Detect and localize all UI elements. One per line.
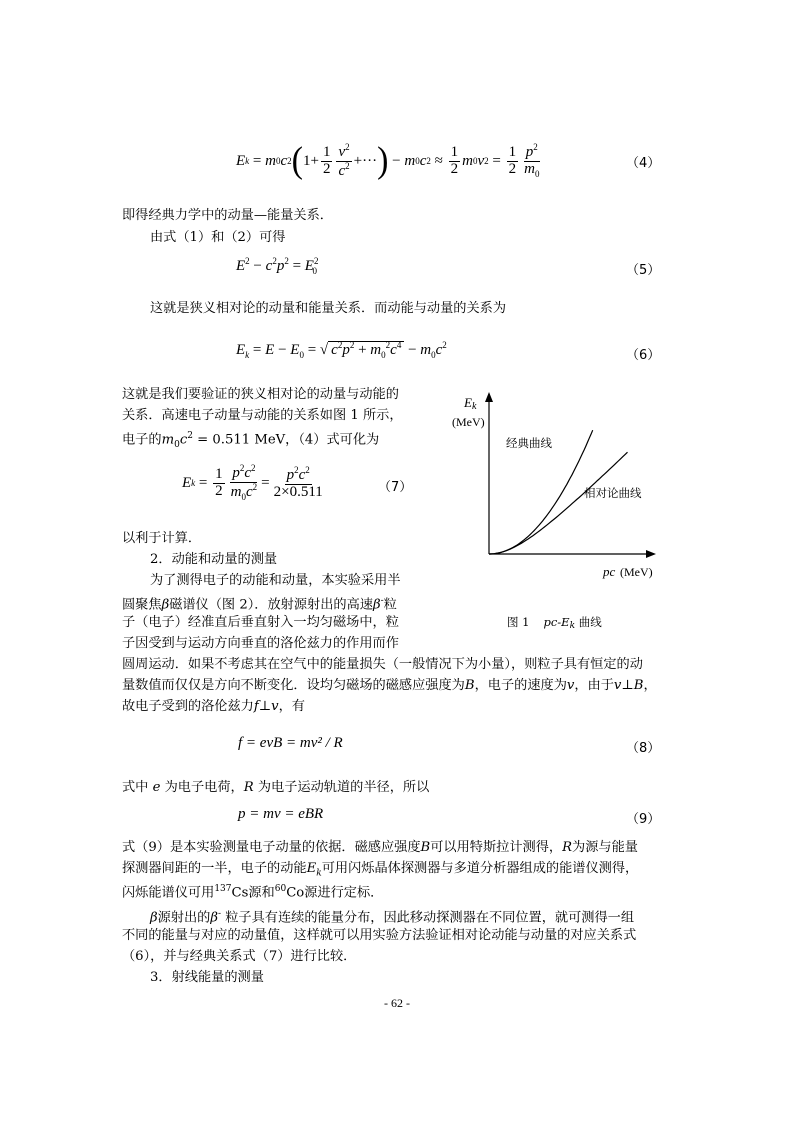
- para-2-line-6a: 量数值而仅仅是方向不断变化．设均匀磁场的磁感应强度为: [122, 678, 465, 693]
- para-2-line-7: 故电子受到的洛伦兹力f⊥v，有: [122, 699, 305, 714]
- para-2-line-6: 量数值而仅仅是方向不断变化．设均匀磁场的磁感应强度为B，电子的速度为v，由于v⊥B，: [122, 678, 657, 693]
- para-4-line-3: （6），并与经典关系式（7）进行比较．: [122, 949, 357, 964]
- para-3-line-2a: 探测器间距的一半，电子的动能: [122, 861, 307, 876]
- para-2-line-6b: ，电子的速度为: [474, 678, 567, 693]
- para-3-line-2b: 可用闪烁晶体探测器与多道分析器组成的能谱仪测得，: [321, 861, 639, 876]
- side-para-1-line-3a: 电子的: [122, 432, 162, 448]
- para-2-line-7a: 故电子受到的洛伦兹力: [122, 699, 254, 714]
- figure-1: [440, 386, 670, 636]
- para-3-line-3: 闪烁能谱仪可用$^{137}$Cs源和$^{60}$Co源进行定标．: [122, 884, 384, 901]
- side-para-2-line-2a: 圆聚焦: [122, 597, 162, 613]
- para-2-line-5: 圆周运动．如果不考虑其在空气中的能量损失（一般情况下为小量），则粒子具有恒定的动: [122, 657, 643, 672]
- equation-4: E k = m 0 c 2 ( 1+ $\frac{1}{2}$ $\frac{v^2}{c^2}$ +··· ) − m 0 c 2 ≈ $\frac{1}{2}$ m 0 v 2 = $\frac{1}{2}$ $\frac{p^2}{m_0}$: [236, 140, 540, 181]
- para-3-line-3a: 闪烁能谱仪可用: [122, 885, 215, 901]
- equation-8-number: （8）: [626, 741, 661, 756]
- eq8-desc-a: 式中: [122, 780, 153, 795]
- side-para-2-line-2: 圆聚焦β磁谱仪（图 2）．放射源射出的高速β-粒: [122, 596, 397, 613]
- side-para-1-line-2: 关系．高速电子动量与动能的关系如图 1 所示，: [122, 408, 403, 423]
- para-3-line-1: 式（9）是本实验测量电子动量的依据．磁感应强度B可以用特斯拉计测得，R为源与能量: [122, 840, 638, 855]
- equation-5-number: （5）: [626, 263, 661, 278]
- equation-9: p = mv = eBR: [238, 806, 324, 822]
- side-para-2-line-1: 为了测得电子的动能和动量，本实验采用半: [150, 573, 401, 588]
- page-number: - 62 -: [384, 996, 410, 1010]
- equation-7: E k = $\frac{1}{2}$ $\frac{p^2c^2}{m_0c^2}$ = $\frac{p^2c^2}{2\times 0.511}$: [182, 463, 323, 502]
- eq8-desc-b: 为电子电荷，: [160, 780, 244, 795]
- equation-6: $E_k = E - E_0$ = √ $c^2p^2 + m_0^2c^4 - m_0c^2$: [236, 340, 447, 360]
- relativistic-curve: [489, 452, 628, 554]
- eq8-description: 式中 e 为电子电荷，R 为电子运动轨道的半径，所以: [122, 780, 430, 795]
- para-3-line-3c: Co源进行定标．: [286, 885, 384, 901]
- relativistic-curve-label: 相对论曲线: [584, 486, 642, 500]
- para-4-line-1a: 源射出的: [157, 910, 211, 926]
- eq8-desc-c: 为电子运动轨道的半径，所以: [253, 780, 430, 795]
- y-axis-unit: (MeV): [452, 415, 485, 429]
- y-axis-label: Ek: [464, 395, 477, 412]
- para-2-line-6c: ，由于: [574, 678, 614, 693]
- para-3-line-1b: 可以用特斯拉计测得，: [430, 840, 563, 855]
- classical-curve-label: 经典曲线: [506, 436, 552, 450]
- side-para-1-line-3b: = 0.511 MeV，（4）式可化为: [192, 432, 380, 448]
- x-axis-unit: (MeV): [620, 565, 653, 579]
- equation-4-number: （4）: [626, 156, 661, 171]
- para-3-line-1c: 为源与能量: [572, 840, 638, 855]
- section-3-title: 3．射线能量的测量: [150, 970, 264, 985]
- text-after-eq7: 以利于计算．: [122, 531, 202, 546]
- para-4-line-2: 不同的能量与对应的动量值，这样就可以用实验方法验证相对论动能与动量的对应关系式: [122, 928, 637, 943]
- x-axis-label: pc: [603, 564, 616, 579]
- y-axis-arrow: [485, 392, 493, 402]
- para-3-line-2: 探测器间距的一半，电子的动能$E_k$可用闪烁晶体探测器与多道分析器组成的能谱仪测得，: [122, 861, 639, 879]
- para-2-line-7b: ，有: [278, 699, 305, 714]
- para-4-line-1b: 粒子具有连续的能量分布，因此移动探测器在不同位置，就可测得一组: [221, 910, 635, 926]
- text-line-after-eq4: 即得经典力学中的动量—能量关系．: [122, 208, 333, 223]
- figure-1-caption: 图 1 pc-Ek 曲线: [507, 615, 602, 631]
- side-para-2-line-4: 子因受到与运动方向垂直的洛伦兹力的作用而作: [122, 636, 399, 651]
- text-line-from-eq: 由式（1）和（2）可得: [150, 230, 286, 245]
- side-para-1-line-3: 电子的$m_0c^2 = 0.511$ MeV，（4）式可化为: [122, 431, 380, 451]
- section-2-title: 2．动能和动量的测量: [150, 552, 278, 567]
- side-para-2-line-2b: 磁谱仪（图 2）．放射源射出的高速: [169, 597, 373, 613]
- side-para-2-line-2c: 粒: [383, 597, 397, 613]
- equation-5: $E^2 - c^2p^2 = E^2_0$: [236, 256, 319, 276]
- text-line-relativity: 这就是狭义相对论的动量和能量关系．而动能与动量的关系为: [150, 301, 507, 316]
- equation-7-number: （7）: [378, 480, 413, 495]
- x-axis-arrow: [646, 550, 656, 558]
- equation-9-number: （9）: [626, 812, 661, 827]
- equation-6-number: （6）: [626, 348, 661, 363]
- side-para-2-line-3: 子（电子）经准直后垂直射入一均匀磁场中，粒: [122, 615, 399, 630]
- para-4-line-1: β源射出的β- 粒子具有连续的能量分布，因此移动探测器在不同位置，就可测得一组: [150, 909, 635, 926]
- para-3-line-1a: 式（9）是本实验测量电子动量的依据．磁感应强度: [122, 840, 421, 855]
- equation-8: f = evB = mv² / R: [238, 735, 343, 751]
- para-3-line-3b: Cs源和: [231, 885, 275, 901]
- side-para-1-line-1: 这就是我们要验证的狭义相对论的动量与动能的: [122, 387, 399, 402]
